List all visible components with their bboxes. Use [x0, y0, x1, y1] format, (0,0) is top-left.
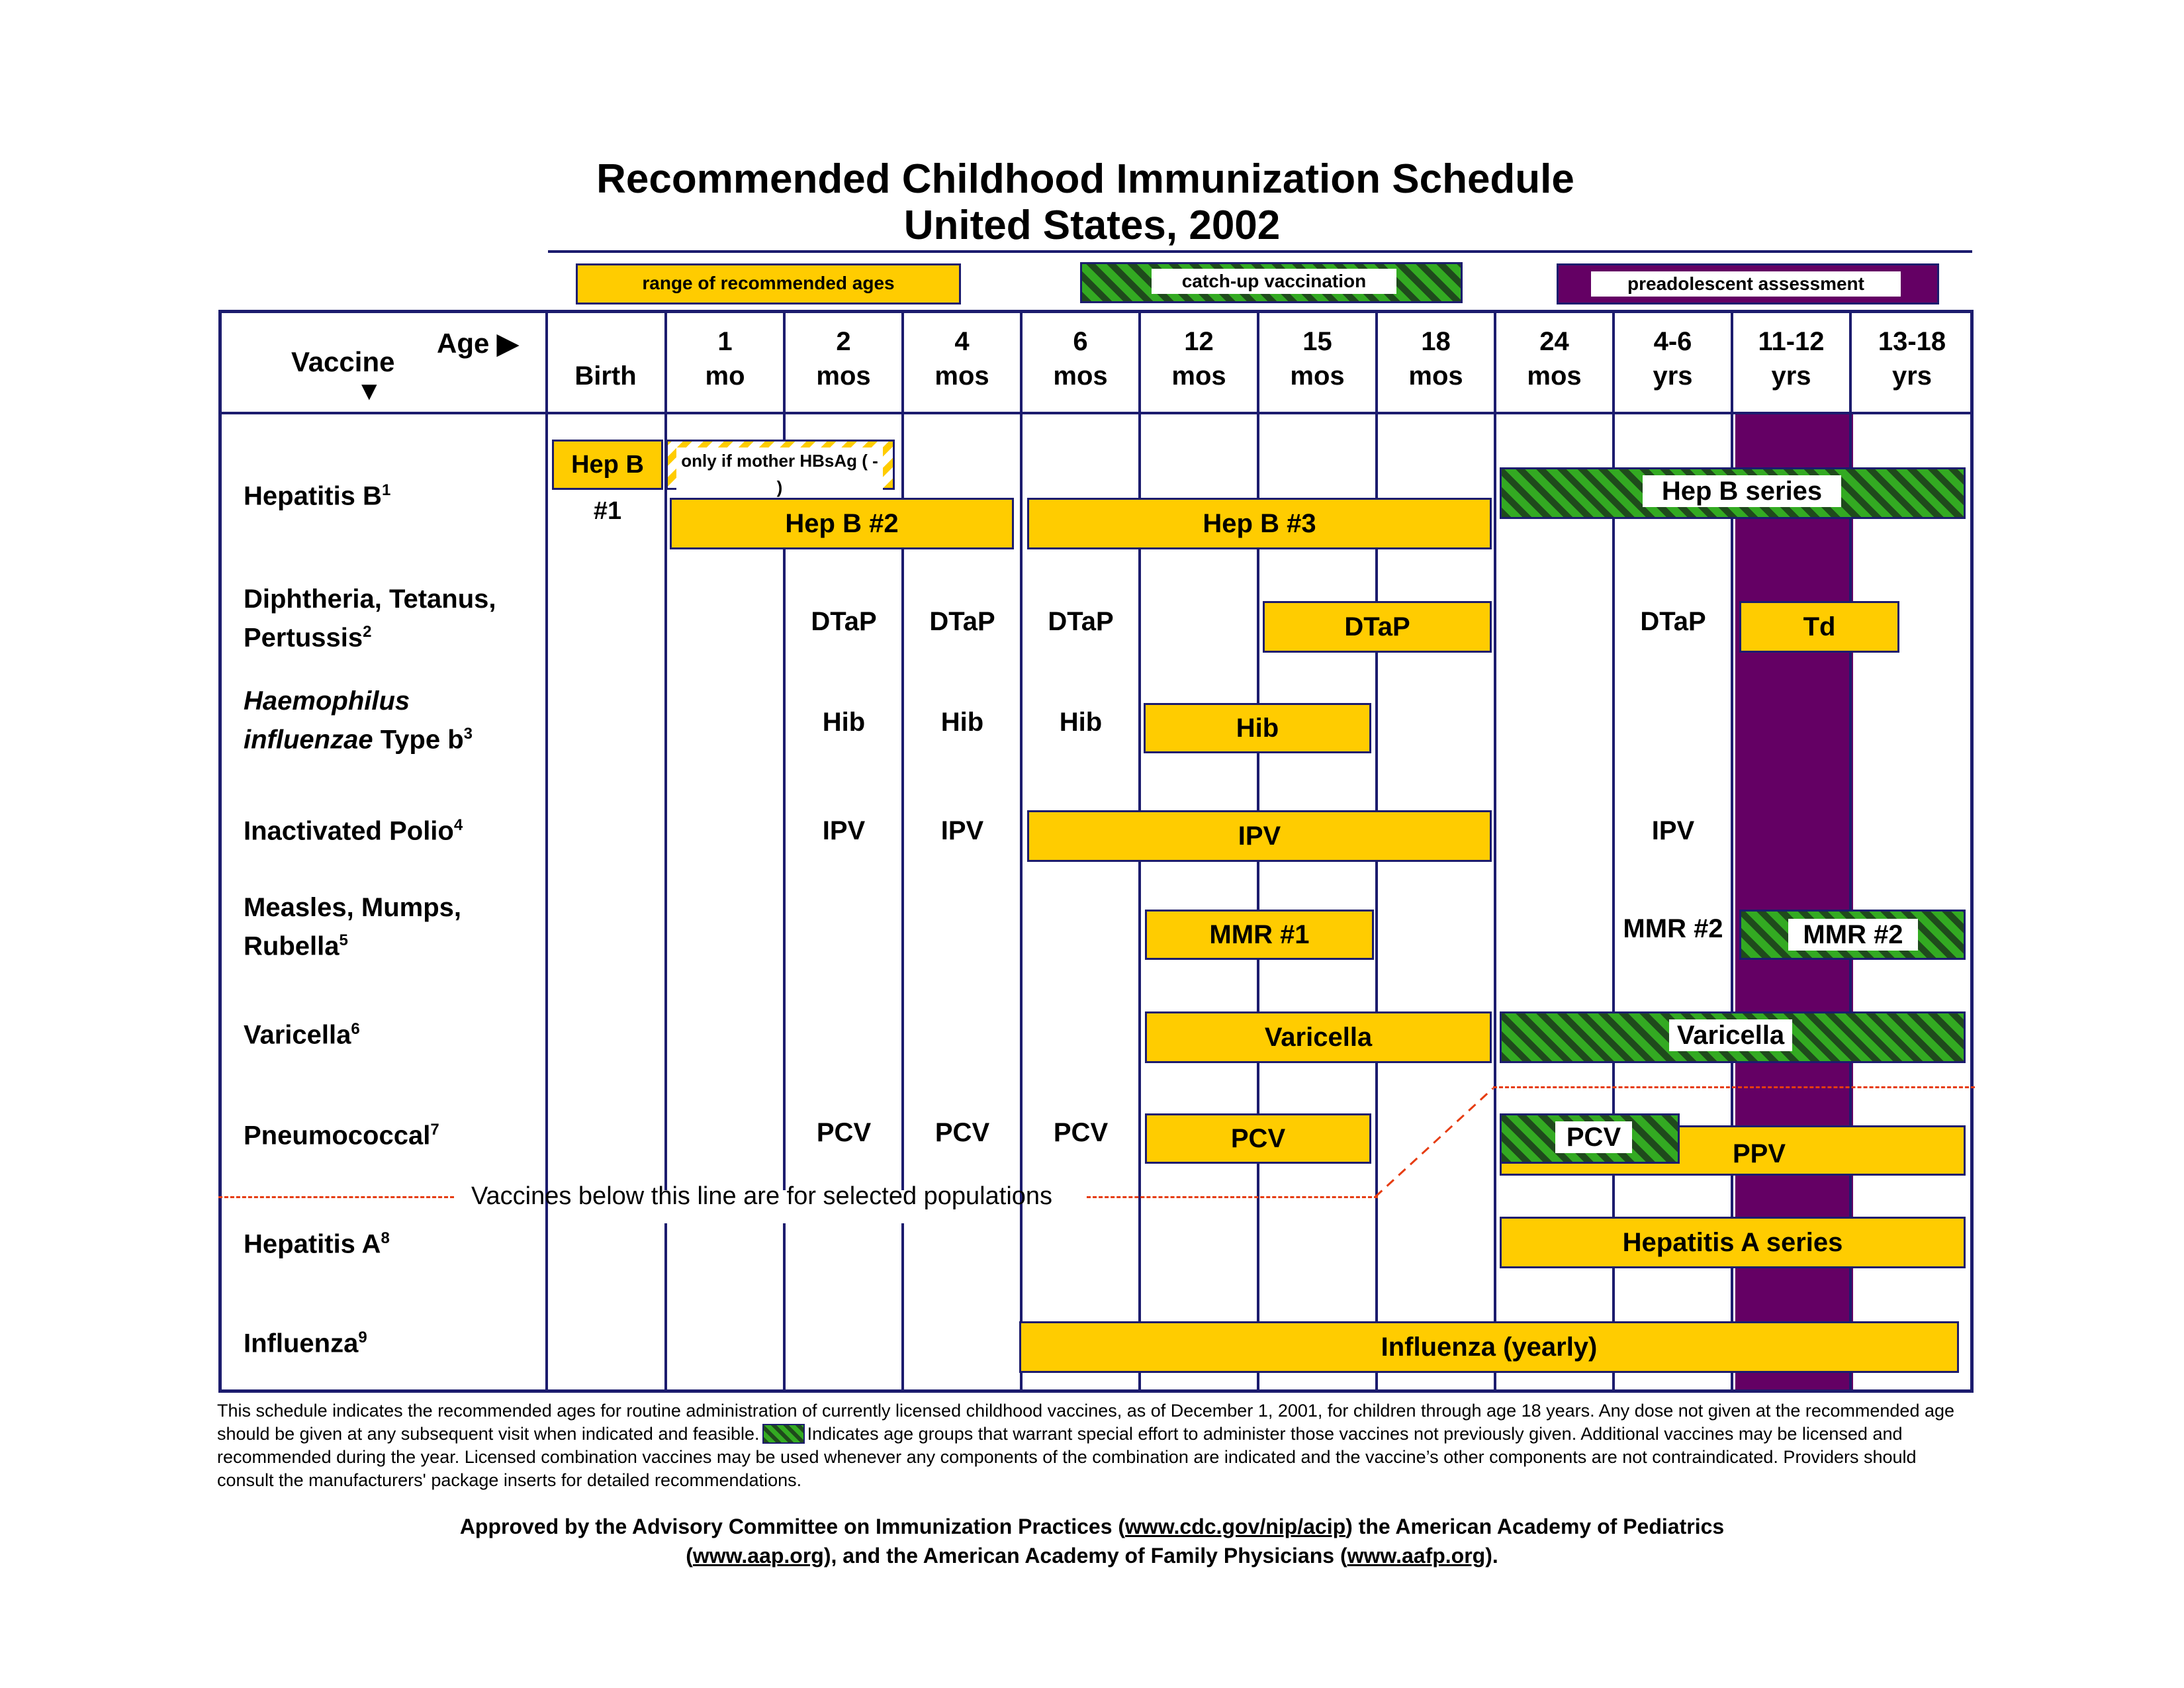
- legend-range-label: range of recommended ages: [642, 273, 895, 293]
- vaccine-label: Vaccine: [291, 346, 395, 377]
- title-rule: [548, 250, 1972, 253]
- ppv-bar: PPV: [1500, 1125, 1966, 1176]
- approved-line2: (www.aap.org), and the American Academy of Family Physicians (www.aafp.org).: [686, 1544, 1498, 1568]
- age-column-header: 1 mo: [705, 327, 745, 391]
- age-column-header: 24 mos: [1527, 327, 1582, 391]
- age-column-header: 11-12 yrs: [1758, 327, 1825, 391]
- dtap-4mos: DTaP: [929, 607, 995, 636]
- vaccine-hepa: Hepatitis $A^8$: [244, 1229, 390, 1259]
- varicella-catchup-label: Varicella: [1669, 1019, 1792, 1051]
- influenza-yearly-bar: Influenza (yearly): [1019, 1321, 1959, 1373]
- mmr2-4-6yrs: MMR #2: [1623, 914, 1723, 943]
- hepb-series-label: Hep B series: [1643, 475, 1841, 507]
- age-column-header: 4 mos: [934, 327, 989, 391]
- ipv-6-18mos-bar: IPV: [1027, 810, 1492, 862]
- legend-preadolescent-label: preadolescent assessment: [1591, 271, 1901, 297]
- hib-4mos: Hib: [940, 708, 984, 737]
- vaccine-arrow-icon: ▼: [356, 377, 383, 406]
- td-bar: Td: [1739, 601, 1899, 653]
- vaccine-dtp: Diphtheria, Tetanus, Pertussis$^2$: [244, 585, 496, 653]
- mmr2-catchup-label: MMR #2: [1788, 919, 1918, 951]
- selected-populations-line-left: [218, 1196, 454, 1198]
- age-column-header: 15 mos: [1290, 327, 1345, 391]
- age-column-header: 18 mos: [1408, 327, 1463, 391]
- selected-populations-line-mid: [1087, 1196, 1378, 1198]
- hib-2mos: Hib: [822, 708, 866, 737]
- ipv-4mos: IPV: [940, 816, 984, 845]
- selected-populations-diagonal: [1374, 1086, 1497, 1199]
- pcv-2mos: PCV: [816, 1118, 872, 1147]
- age-header: [437, 327, 518, 360]
- dtap-4-6yrs: DTaP: [1640, 607, 1706, 636]
- vaccine-varicella: Varicella$^6$: [244, 1020, 360, 1050]
- title-line1: Recommended Childhood Immunization Schedule: [596, 156, 1574, 202]
- age-column-header: 6 mos: [1053, 327, 1108, 391]
- grid-col-line: [901, 310, 904, 1190]
- hepb3-bar: Hep B #3: [1027, 498, 1492, 549]
- vaccine-hib: Haemophilus influenzae Type $b^3$: [244, 686, 473, 755]
- age-column-header: 13-18 yrs: [1878, 327, 1946, 391]
- pcv-4mos: PCV: [934, 1118, 990, 1147]
- hib-6mos: Hib: [1059, 708, 1103, 737]
- hepb2-bar: Hep B #2: [670, 498, 1014, 549]
- vaccine-pneumococcal: Pneumococcal$^7$: [244, 1121, 439, 1150]
- age-column-header: Birth: [574, 361, 637, 391]
- grid-col-line: [1020, 310, 1023, 1393]
- mmr1-bar: MMR #1: [1145, 910, 1374, 960]
- catchup-swatch-icon: [762, 1424, 805, 1444]
- ipv-4-6yrs: IPV: [1651, 816, 1695, 845]
- hepb1-bar: Hep B #1: [552, 440, 663, 490]
- hepb-note-label: only if mother HBsAg ( - ): [676, 447, 883, 500]
- hepa-series-bar: Hepatitis A series: [1500, 1217, 1966, 1268]
- vaccine-influenza: Influenza$^9$: [244, 1329, 367, 1358]
- footnote: This schedule indicates the recommended ages for routine administration of currently licensed childhood vaccines, as of December 1, 2001, for children through age 18 years. Any dose not given at the recommended age should be given at any subsequent visit when indicated and feasible. Indicates age groups that warrant special effort to administer those vaccines not previously given. Additional vaccines may be licensed and recommended during the year. Licensed combination vaccines may be used whenever any components of the combination are indicated and the vaccine’s other components are not contraindicated. Providers should consult the manufacturers' package inserts for detailed recommendations.: [217, 1401, 1955, 1490]
- pcv-catchup-label: PCV: [1555, 1121, 1632, 1153]
- aap-link[interactable]: www.aap.org: [692, 1544, 824, 1568]
- pcv-12-15mos-bar: PCV: [1145, 1113, 1371, 1164]
- varicella-bar: Varicella: [1145, 1011, 1492, 1063]
- selected-populations-label: Vaccines below this line are for selected populations: [471, 1182, 1053, 1210]
- dtap-15-18mos-bar: DTaP: [1263, 601, 1492, 653]
- header-divider: [218, 412, 1974, 414]
- dtap-6mos: DTaP: [1048, 607, 1114, 636]
- age-column-header: 4-6 yrs: [1653, 327, 1693, 391]
- selected-populations-line-right: [1493, 1086, 1975, 1088]
- age-arrow-icon: ▶: [497, 328, 519, 359]
- vaccine-ipv: Inactivated Polio$^4$: [244, 816, 463, 846]
- grid-col-line: [664, 1223, 667, 1393]
- acip-link[interactable]: www.cdc.gov/nip/acip: [1125, 1515, 1346, 1538]
- age-column-header: 12 mos: [1171, 327, 1226, 391]
- aafp-link[interactable]: www.aafp.org: [1347, 1544, 1486, 1568]
- title-line2: United States, 2002: [903, 203, 1281, 248]
- vaccine-mmr: Measles, Mumps, Rubella$^5$: [244, 893, 462, 961]
- grid-col-line: [901, 1223, 904, 1393]
- ipv-2mos: IPV: [822, 816, 866, 845]
- legend-catchup-label: catch-up vaccination: [1152, 269, 1396, 294]
- age-column-header: 2 mos: [816, 327, 871, 391]
- grid-col-line: [1494, 310, 1496, 1393]
- grid-col-line: [783, 1223, 786, 1393]
- pcv-6mos: PCV: [1053, 1118, 1109, 1147]
- dtap-2mos: DTaP: [811, 607, 877, 636]
- age-label: Age: [437, 328, 490, 359]
- approved-line1: Approved by the Advisory Committee on Immunization Practices (www.cdc.gov/nip/acip) the American Academy of Pediatrics: [459, 1515, 1725, 1538]
- hib-12-15mos-bar: Hib: [1144, 703, 1371, 753]
- vaccine-hepb: Hepatitis $B^1$: [244, 481, 391, 511]
- grid-col-line: [545, 310, 548, 1393]
